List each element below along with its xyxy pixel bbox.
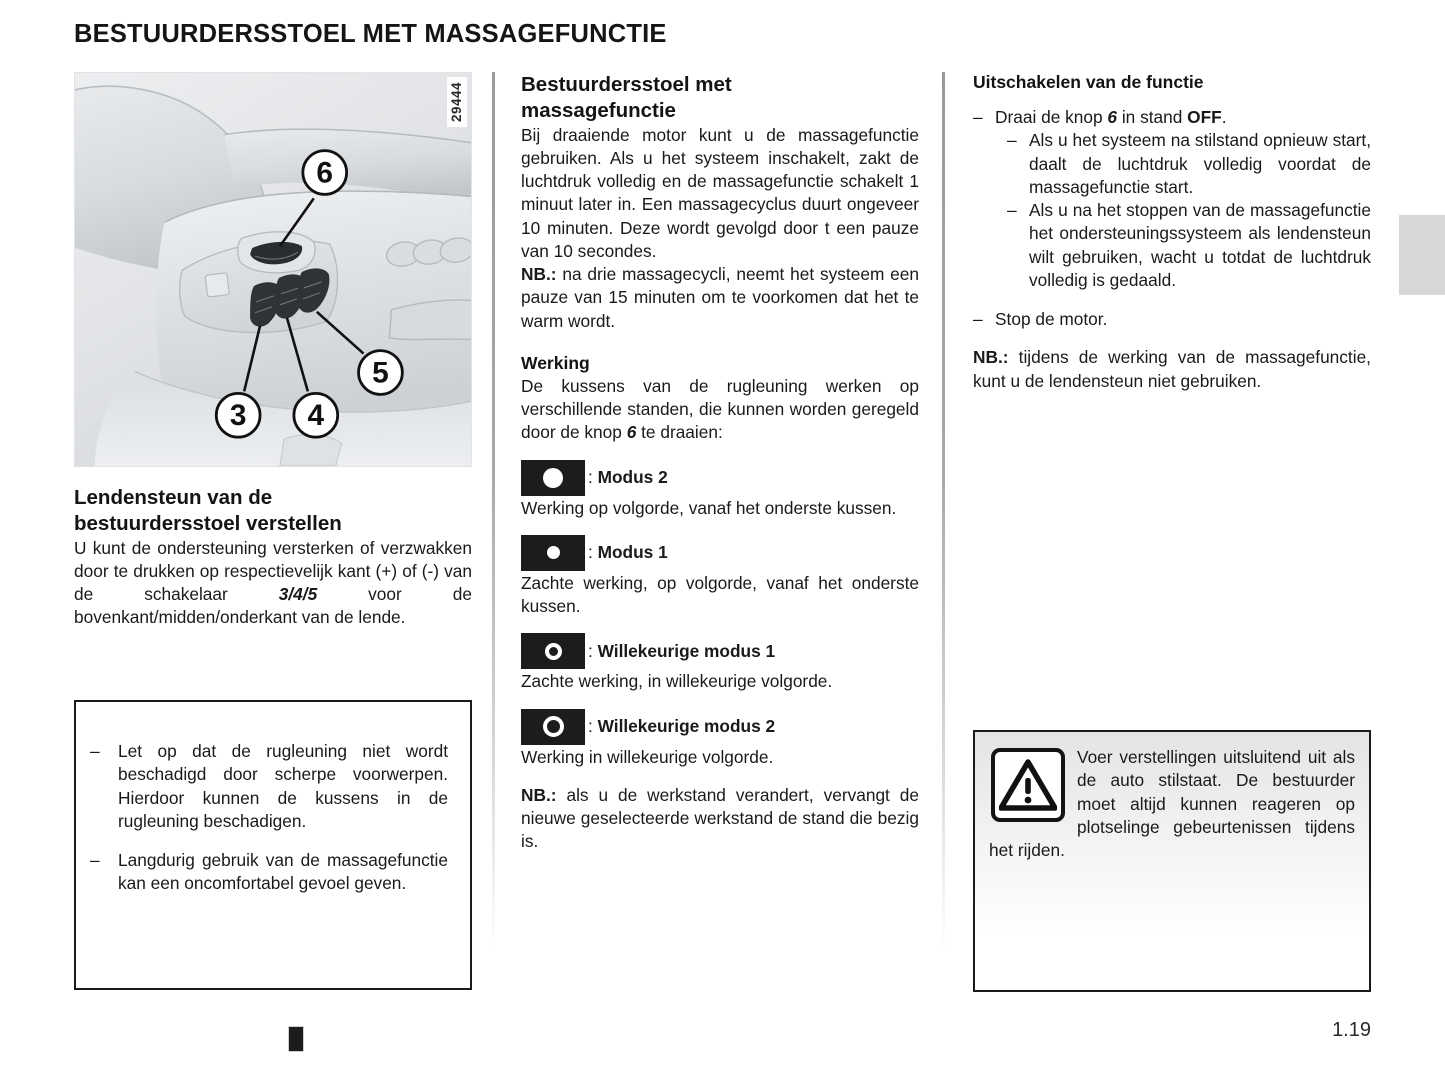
middle-heading-line1: Bestuurdersstoel met [521,73,732,96]
ring-large-glyph [543,716,564,737]
warning-triangle-glyph [999,759,1057,811]
mode-entry [521,535,919,619]
mode-description: Werking in willekeurige volgorde. [521,746,774,767]
mode-header [521,535,919,571]
mode-colon: : [588,716,598,737]
knob-reference: 6 [626,422,637,443]
mode-label [588,467,668,488]
right-section-heading: Uitschakelen van de functie [973,72,1204,92]
chapter-edge-tab [1399,215,1445,295]
caution-item [90,740,448,833]
mode-icon-filled-circle-large [521,460,585,496]
caution-item-text: Langdurig gebruik van de massagefunctie kan een oncomfortabel gevoel geven. [118,850,448,894]
filled-circle-small-glyph [547,546,560,559]
caution-item [90,849,448,896]
mode-icon-ring-large [521,709,585,745]
middle-note-2 [521,784,919,854]
mode-description: Werking op volgorde, vanaf het onderste kussen. [521,497,897,518]
dash-bullet: – [90,850,100,870]
page-number: 1.19 [1332,1019,1371,1041]
switch-off-substep-text: Als u het systeem na stilstand opnieuw start, daalt de luchtdruk volledig voordat de massagefunctie start. [1029,130,1371,197]
nb-label: NB.: [521,264,557,285]
footer-marker [288,1026,304,1052]
mode-name: Modus 1 [597,542,668,563]
nb-text: na drie massagecycli, neemt het systeem een pauze van 15 minuten om te voorkomen dat het te warm wordt. [521,264,919,331]
left-section-heading [74,485,472,537]
figure-code: 29444 [447,77,467,127]
switch-off-substep [1007,199,1371,292]
nb-text: als u de werkstand verandert, vervangt de nieuwe geselecteerde werkstand de stand die bezig is. [521,784,919,852]
right-note [973,346,1371,393]
caution-box-left [74,700,472,990]
mode-description: Zachte werking, in willekeurige volgorde. [521,671,833,692]
switch-off-step-1-text [995,106,1371,129]
mode-header [521,709,919,745]
mode-name: Willekeurige modus 2 [597,716,776,737]
column-divider-right [942,72,945,952]
mode-icon-ring-small [521,633,585,669]
mode-colon: : [588,542,598,563]
middle-note-1 [521,263,919,333]
middle-column [521,72,919,854]
switch-off-substep [1007,129,1371,199]
svg-text:5: 5 [372,356,389,390]
mode-colon: : [588,467,598,488]
left-body-part2: voor de bovenkant/midden/onderkant van de lende. [74,584,472,628]
page-title: BESTUURDERSSTOEL MET MASSAGEFUNCTIE [74,20,667,48]
mode-label [588,641,775,662]
step1-part2: in stand [1117,107,1188,127]
switch-off-substep-text: Als u na het stoppen van de massagefunctie het ondersteuningssysteem als lendensteun wilt gebruiken, wacht u totdat de luchtdruk volledig is gedaald. [1029,200,1371,290]
ring-small-glyph [545,643,562,660]
middle-section-heading [521,72,919,124]
middle-heading-line2: massagefunctie [521,98,676,122]
nb-label: NB.: [521,784,557,805]
mode-entry [521,709,919,769]
left-heading-line1: Lendensteun van de [74,486,273,509]
mode-icon-filled-circle-small [521,535,585,571]
switch-off-step-2 [973,308,1371,331]
left-column [74,72,472,630]
mode-entry [521,633,919,693]
step1-part3: . [1221,107,1227,127]
middle-intro-paragraph: Bij draaiende motor kunt u de massagefunctie gebruiken. Als u het systeem inschakelt, zakt de luchtdruk volledig en de massagefunctie schakelt 1 minuut later in. Een massagecyclus duurt ongeveer 10 minuten. Deze wordt gevolgd door t een pauze van 10 secondes. [521,124,919,261]
mode-header [521,633,919,669]
warning-box-right [973,730,1371,992]
switch-reference: 3/4/5 [278,584,318,605]
werking-intro [521,375,919,445]
mode-name: Modus 2 [597,467,668,488]
dash-bullet: – [90,741,100,761]
off-label: OFF [1187,107,1222,127]
mode-description: Zachte werking, op volgorde, vanaf het onderste kussen. [521,572,919,617]
left-body-part1: U kunt de ondersteuning versterken of verzwakken door te drukken op respectievelijk kant (+) of (-) van de schakelaar [74,537,472,605]
knob-reference: 6 [1107,107,1118,127]
dash-bullet: – [973,309,983,329]
switch-off-step-2-text: Stop de motor. [995,309,1108,329]
dash-bullet: – [1007,200,1017,220]
step1-part1: Draai de knop [995,107,1108,127]
warning-triangle-icon [991,748,1065,822]
mode-name: Willekeurige modus 1 [597,640,776,661]
svg-text:6: 6 [316,156,334,190]
switch-off-step-1 [973,106,1371,129]
left-heading-line2: bestuurdersstoel verstellen [74,511,342,535]
svg-text:3: 3 [229,399,247,433]
right-column [973,72,1371,393]
filled-circle-large-glyph [543,468,563,488]
column-divider-left [492,72,495,952]
nb-label: NB.: [973,347,1009,368]
werking-heading: Werking [521,352,590,373]
dash-bullet: – [973,107,983,127]
mode-header [521,460,919,496]
seat-control-illustration [75,73,471,466]
nb-text: tijdens de werking van de massagefunctie, kunt u de lendensteun niet gebruiken. [973,347,1371,391]
mode-entry [521,460,919,520]
werking-intro-part2: te draaien: [636,422,723,443]
warning-text: Voer verstellingen uitsluitend uit als de auto stilstaat. De bestuurder moet altijd kunnen reageren op plotselinge gebeurtenissen tijdens het rijden. [989,747,1355,860]
dash-bullet: – [1007,130,1017,151]
mode-label [588,542,668,563]
seat-control-photo [74,72,472,467]
left-body-paragraph [74,537,472,630]
mode-label [588,716,775,737]
mode-colon: : [588,640,598,661]
caution-item-text: Let op dat de rugleuning niet wordt beschadigd door scherpe voorwerpen. Hierdoor kunnen de kussens in de rugleuning beschadigen. [118,741,448,831]
werking-intro-part1: De kussens van de rugleuning werken op verschillende standen, die kunnen worden geregeld door de knop [521,375,919,443]
svg-text:4: 4 [307,399,325,433]
